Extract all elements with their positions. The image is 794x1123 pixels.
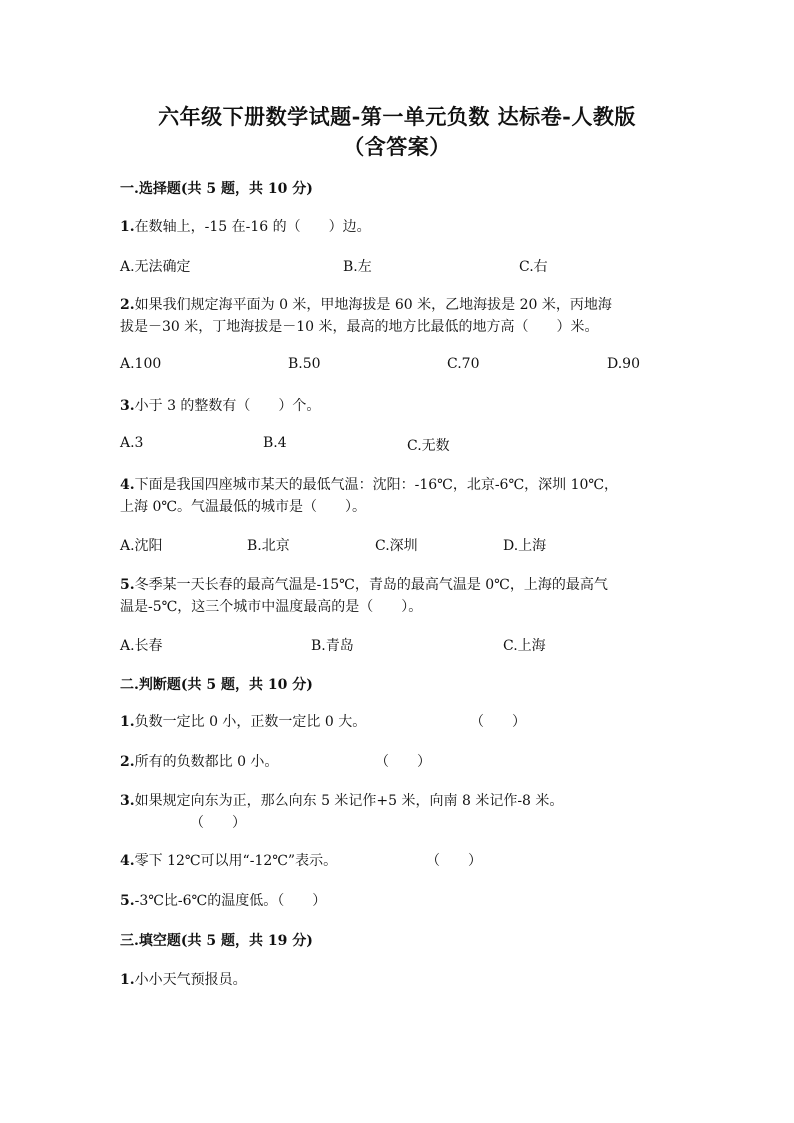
question-text-line2: 拔是－30 米，丁地海拔是－10 米，最高的地方比最低的地方高（ ）米。 xyxy=(120,319,599,335)
option-1-3-c: C.无数 xyxy=(407,438,450,454)
answer-blank: （ ） xyxy=(375,754,431,770)
option-1-4-a: A.沈阳 xyxy=(120,538,163,554)
section-heading-judgement: 二.判断题(共 5 题，共 10 分) xyxy=(120,677,313,693)
option-1-2-b: B.50 xyxy=(288,356,321,372)
question-number: 5. xyxy=(120,577,135,593)
question-number: 2. xyxy=(120,297,135,313)
question-text: -3℃比-6℃的温度低。（ ） xyxy=(134,893,327,909)
option-1-5-a: A.长春 xyxy=(120,638,163,654)
question-1-2 xyxy=(120,294,690,338)
question-number: 1. xyxy=(120,714,135,730)
question-number: 5. xyxy=(120,893,135,909)
question-number: 1. xyxy=(120,972,135,988)
question-text: 所有的负数都比 0 小。 xyxy=(134,754,279,770)
option-1-3-b: B.4 xyxy=(263,435,287,451)
question-text: 零下 12℃可以用“-12℃”表示。 xyxy=(134,853,338,869)
question-text-line1: 冬季某一天长春的最高气温是-15℃，青岛的最高气温是 0℃，上海的最高气 xyxy=(134,577,608,593)
question-text-line1: 下面是我国四座城市某天的最低气温：沈阳：-16℃，北京-6℃，深圳 10℃， xyxy=(134,477,619,493)
option-1-2-d: D.90 xyxy=(607,356,640,372)
question-3-1 xyxy=(120,969,690,991)
question-2-1 xyxy=(120,711,690,733)
option-1-3-a: A.3 xyxy=(120,435,144,451)
option-1-5-c: C.上海 xyxy=(503,638,546,654)
page-subtitle: （含答案） xyxy=(343,134,451,159)
section-heading-choice: 一.选择题(共 5 题，共 10 分) xyxy=(120,181,313,197)
answer-blank: （ ） xyxy=(426,853,482,869)
question-1-4 xyxy=(120,474,690,518)
question-text: 小于 3 的整数有（ ）个。 xyxy=(134,398,321,414)
question-number: 3. xyxy=(120,793,135,809)
option-1-4-d: D.上海 xyxy=(503,538,547,554)
answer-blank: （ ） xyxy=(190,815,246,831)
question-1-3 xyxy=(120,395,690,417)
question-2-3 xyxy=(120,790,690,812)
option-1-1-c: C.右 xyxy=(519,259,548,275)
question-number: 2. xyxy=(120,754,135,770)
section-heading-fill-in: 三.填空题(共 5 题，共 19 分) xyxy=(120,933,313,949)
question-1-5 xyxy=(120,574,690,618)
option-1-2-c: C.70 xyxy=(447,356,480,372)
question-text-line1: 如果我们规定海平面为 0 米，甲地海拔是 60 米，乙地海拔是 20 米，丙地海 xyxy=(134,297,612,313)
question-number: 1. xyxy=(120,219,135,235)
question-1-1 xyxy=(120,216,690,238)
question-text: 在数轴上，-15 在-16 的（ ）边。 xyxy=(134,219,371,235)
question-text-line2: 上海 0℃。气温最低的城市是（ ）。 xyxy=(120,499,367,515)
page-title: 六年级下册数学试题-第一单元负数 达标卷-人教版 xyxy=(158,104,636,129)
question-text-line2: 温是-5℃，这三个城市中温度最高的是（ ）。 xyxy=(120,599,423,615)
question-text: 负数一定比 0 小，正数一定比 0 大。 xyxy=(134,714,367,730)
option-1-4-b: B.北京 xyxy=(247,538,290,554)
question-2-5 xyxy=(120,890,690,912)
question-number: 4. xyxy=(120,477,135,493)
question-text: 小小天气预报员。 xyxy=(134,972,247,988)
option-1-1-b: B.左 xyxy=(343,259,372,275)
option-1-2-a: A.100 xyxy=(120,356,162,372)
question-2-4 xyxy=(120,850,690,872)
question-text: 如果规定向东为正，那么向东 5 米记作+5 米，向南 8 米记作-8 米。 xyxy=(134,793,564,809)
option-1-4-c: C.深圳 xyxy=(375,538,418,554)
option-1-5-b: B.青岛 xyxy=(311,638,354,654)
option-1-1-a: A.无法确定 xyxy=(120,259,191,275)
question-number: 3. xyxy=(120,398,135,414)
question-number: 4. xyxy=(120,853,135,869)
answer-blank: （ ） xyxy=(470,714,526,730)
